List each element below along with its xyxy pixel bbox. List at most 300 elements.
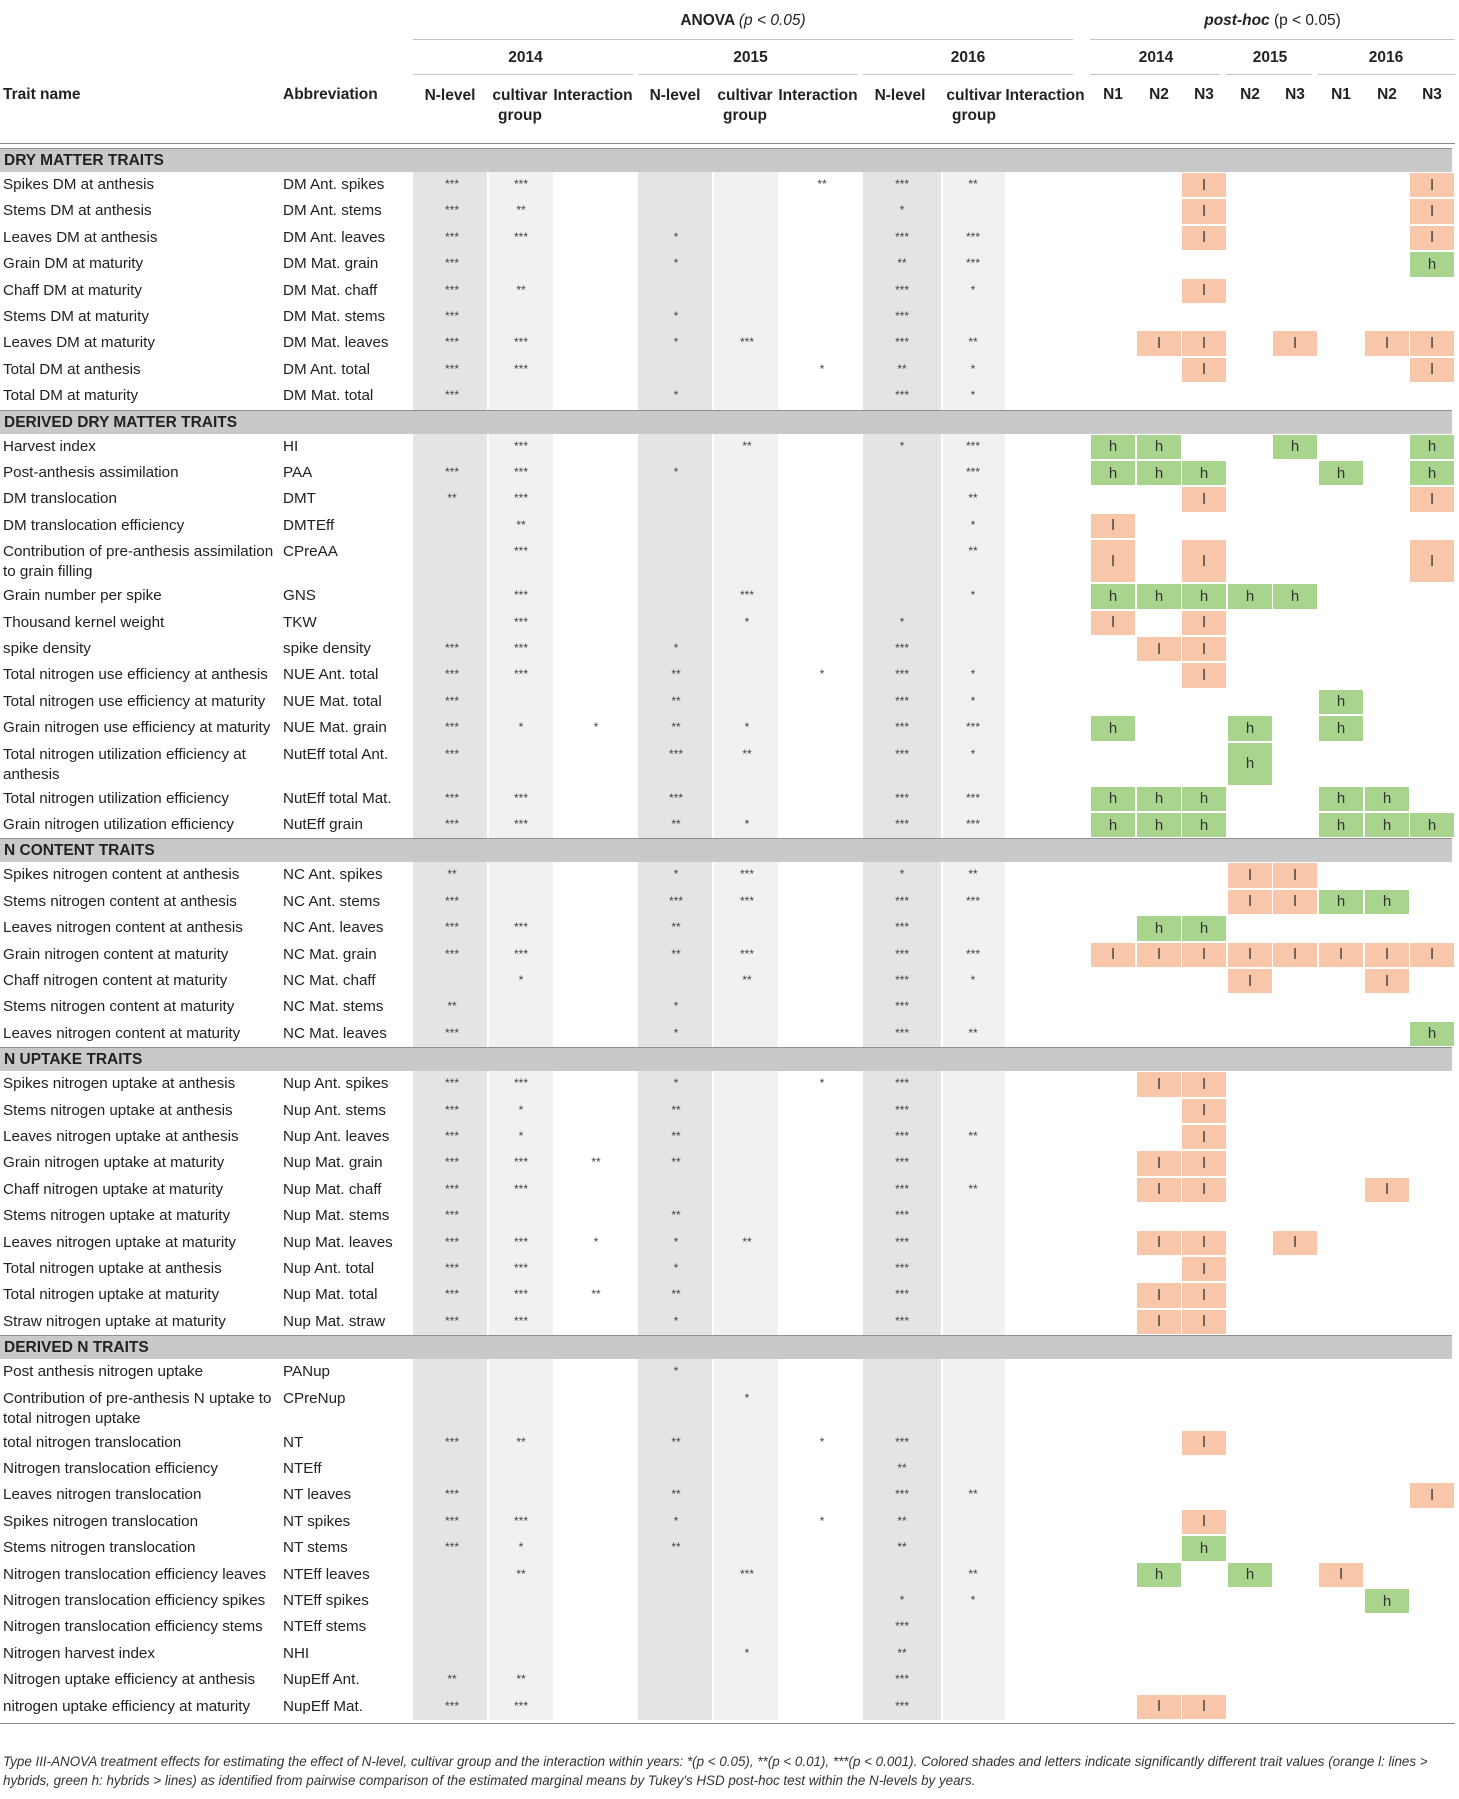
posthoc-2014-n2-hybrids-higher: h bbox=[1137, 461, 1181, 485]
significance-cultivar-2014: *** bbox=[513, 465, 528, 479]
posthoc-2016-n1-hybrids-higher: h bbox=[1319, 813, 1363, 837]
significance-n-level-2016: *** bbox=[894, 1434, 909, 1449]
significance-n-level-2016: *** bbox=[894, 1025, 909, 1040]
posthoc-header: post-hoc (p < 0.05) bbox=[1204, 12, 1341, 29]
trait-name: total nitrogen translocation bbox=[3, 1433, 182, 1451]
significance-cultivar-2016: * bbox=[970, 361, 976, 376]
significance-cultivar-2016: * bbox=[970, 388, 976, 403]
significance-cultivar-2016: ** bbox=[968, 1129, 978, 1143]
significance-n-level-2014: *** bbox=[444, 177, 459, 191]
trait-name: Total nitrogen utilization efficiency at anthesis bbox=[3, 745, 246, 783]
significance-n-level-2015: *** bbox=[668, 746, 683, 761]
trait-abbreviation: NutEff total Mat. bbox=[283, 789, 392, 807]
significance-n-level-2015: ** bbox=[671, 693, 681, 708]
posthoc-2016-n1-hybrids-higher: h bbox=[1319, 716, 1363, 740]
posthoc-2015-n3-lines-higher: l bbox=[1273, 863, 1317, 887]
significance-cultivar-2015: *** bbox=[739, 867, 754, 882]
significance-n-level-2014: *** bbox=[444, 920, 459, 935]
significance-n-level-2016: *** bbox=[894, 693, 909, 708]
trait-name: Nitrogen uptake efficiency at anthesis bbox=[3, 1671, 256, 1689]
significance-n-level-2014: *** bbox=[444, 335, 459, 350]
posthoc-2016-n3-lines-higher: l bbox=[1410, 226, 1454, 250]
significance-n-level-2015: * bbox=[673, 465, 679, 479]
significance-n-level-2014: *** bbox=[444, 229, 459, 244]
significance-n-level-2016: * bbox=[899, 203, 905, 218]
significance-cultivar-2014: *** bbox=[513, 361, 528, 376]
significance-n-level-2015: * bbox=[673, 1261, 679, 1275]
trait-abbreviation: PANup bbox=[283, 1363, 330, 1381]
trait-name: nitrogen uptake efficiency at maturity bbox=[3, 1697, 251, 1715]
significance-n-level-2014: ** bbox=[447, 999, 457, 1014]
posthoc-2014-n2-hybrids-higher: h bbox=[1137, 435, 1181, 459]
trait-name: Grain nitrogen use efficiency at maturity bbox=[3, 719, 271, 737]
trait-name: Stems nitrogen content at anthesis bbox=[3, 892, 237, 910]
posthoc-year-2015: 2015 bbox=[1252, 49, 1288, 66]
trait-abbreviation: NupEff Mat. bbox=[283, 1697, 363, 1715]
trait-abbreviation: Nup Mat. leaves bbox=[283, 1233, 393, 1251]
significance-n-level-2014: *** bbox=[444, 641, 459, 655]
trait-abbreviation: Nup Ant. leaves bbox=[283, 1128, 390, 1145]
significance-n-level-2015: ** bbox=[671, 946, 681, 961]
significance-n-level-2016: *** bbox=[894, 999, 909, 1014]
significance-cultivar-2016: ** bbox=[968, 1487, 978, 1502]
trait-abbreviation: NHI bbox=[283, 1644, 310, 1662]
trait-abbreviation: Nup Mat. stems bbox=[283, 1207, 390, 1225]
posthoc-2014-n2-lines-higher: l bbox=[1137, 637, 1181, 661]
trait-abbreviation: DMT bbox=[283, 490, 316, 508]
posthoc-2014-n2-lines-higher: l bbox=[1137, 1151, 1181, 1175]
posthoc-2014-n3-lines-higher: l bbox=[1182, 943, 1226, 967]
trait-abbreviation: NUE Mat. total bbox=[283, 692, 382, 710]
posthoc-2016-n1-lines-higher: l bbox=[1319, 1563, 1363, 1587]
trait-name: Nitrogen translocation efficiency spikes bbox=[3, 1592, 266, 1609]
significance-n-level-2015: *** bbox=[668, 790, 683, 805]
posthoc-2016-n2-hybrids-higher: h bbox=[1365, 813, 1409, 837]
significance-interaction-2015: * bbox=[819, 1434, 825, 1449]
significance-cultivar-2015: * bbox=[744, 614, 750, 629]
significance-n-level-2015: * bbox=[673, 1313, 679, 1328]
posthoc-2015-n2-hybrids-higher: h bbox=[1228, 743, 1272, 785]
significance-n-level-2016: *** bbox=[894, 746, 909, 761]
posthoc-2014-n3-lines-higher: l bbox=[1182, 611, 1226, 635]
trait-abbreviation: CPreNup bbox=[283, 1389, 346, 1407]
posthoc-2014-n3-lines-higher: l bbox=[1182, 1125, 1226, 1149]
trait-name: Total nitrogen use efficiency at anthesis bbox=[3, 666, 268, 684]
posthoc-year-2014: 2014 bbox=[1138, 49, 1174, 66]
significance-cultivar-2014: *** bbox=[513, 1234, 528, 1249]
posthoc-2014-n3-lines-higher: l bbox=[1182, 358, 1226, 382]
significance-cultivar-2014: *** bbox=[513, 1313, 528, 1328]
significance-interaction-2014: ** bbox=[591, 1155, 601, 1170]
posthoc-2014-n1-hybrids-higher: h bbox=[1091, 435, 1135, 459]
posthoc-2014-n3-lines-higher: l bbox=[1182, 1178, 1226, 1202]
subheader-posthoc-2014-n3: N3 bbox=[1194, 86, 1214, 103]
significance-cultivar-2016: *** bbox=[965, 229, 980, 244]
significance-cultivar-2016: ** bbox=[968, 335, 978, 350]
trait-name: Harvest index bbox=[3, 437, 96, 455]
significance-n-level-2015: * bbox=[673, 1364, 679, 1379]
significance-cultivar-2016: ** bbox=[968, 177, 978, 191]
significance-n-level-2014: *** bbox=[444, 1208, 459, 1223]
subheader-posthoc-2014-n1: N1 bbox=[1103, 86, 1123, 103]
trait-abbreviation: NTEff stems bbox=[283, 1618, 367, 1636]
subheader-posthoc-2014-n2: N2 bbox=[1149, 86, 1169, 103]
significance-cultivar-2015: *** bbox=[739, 335, 754, 350]
significance-n-level-2014: *** bbox=[444, 1698, 459, 1713]
significance-cultivar-2014: ** bbox=[516, 1434, 526, 1449]
significance-n-level-2016: * bbox=[899, 867, 905, 882]
posthoc-2014-n2-hybrids-higher: h bbox=[1137, 787, 1181, 811]
significance-cultivar-2016: *** bbox=[965, 817, 980, 831]
posthoc-2014-n3-lines-higher: l bbox=[1182, 173, 1226, 197]
trait-abbreviation: Nup Mat. total bbox=[283, 1286, 378, 1304]
trait-abbreviation: DM Ant. spikes bbox=[283, 176, 385, 193]
significance-n-level-2014: *** bbox=[444, 1540, 459, 1555]
abbreviation-header: Abbreviation bbox=[283, 86, 378, 103]
significance-cultivar-2015: *** bbox=[739, 588, 754, 603]
trait-abbreviation: GNS bbox=[283, 587, 316, 605]
significance-n-level-2015: ** bbox=[671, 817, 681, 831]
significance-n-level-2015: * bbox=[673, 335, 679, 350]
trait-abbreviation: DM Ant. leaves bbox=[283, 228, 386, 246]
significance-n-level-2015: * bbox=[673, 1025, 679, 1040]
significance-n-level-2015: * bbox=[673, 1513, 679, 1528]
significance-cultivar-2014: *** bbox=[513, 641, 528, 655]
posthoc-2014-n3-lines-higher: l bbox=[1182, 226, 1226, 250]
significance-n-level-2016: * bbox=[899, 1593, 905, 1607]
trait-abbreviation: HI bbox=[283, 437, 299, 455]
trait-name: spike density bbox=[3, 640, 91, 657]
posthoc-2014-n3-lines-higher: l bbox=[1182, 199, 1226, 223]
posthoc-2016-n3-lines-higher: l bbox=[1410, 331, 1454, 355]
significance-n-level-2016: ** bbox=[897, 1540, 907, 1555]
trait-name: Grain DM at maturity bbox=[3, 255, 144, 273]
significance-cultivar-2015: ** bbox=[742, 973, 752, 987]
trait-abbreviation: NTEff bbox=[283, 1460, 322, 1477]
significance-n-level-2015: ** bbox=[671, 667, 681, 682]
posthoc-2014-n1-hybrids-higher: h bbox=[1091, 461, 1135, 485]
posthoc-2014-n2-hybrids-higher: h bbox=[1137, 916, 1181, 940]
trait-abbreviation: NC Ant. spikes bbox=[283, 866, 383, 884]
trait-abbreviation: Nup Ant. spikes bbox=[283, 1075, 389, 1093]
significance-n-level-2016: ** bbox=[897, 1645, 907, 1660]
significance-n-level-2015: * bbox=[673, 309, 679, 323]
trait-name: Spikes DM at anthesis bbox=[3, 176, 155, 193]
posthoc-year-2016: 2016 bbox=[1368, 49, 1404, 66]
trait-abbreviation: NutEff grain bbox=[283, 816, 363, 833]
significance-n-level-2014: *** bbox=[444, 893, 459, 908]
posthoc-2016-n3-lines-higher: l bbox=[1410, 199, 1454, 223]
posthoc-2014-n1-lines-higher: l bbox=[1091, 611, 1135, 635]
table-footnote: Type III-ANOVA treatment effects for estimating the effect of N-level, cultivar group and the interaction within years: *(p < 0.05), **(p < 0.01), ***(p < 0.001). Colored shades and letters indicate significantly different trait values (orange l: lines > hybrids, green h: hybrids > lines) as identified from pairwise comparison of the estimated marginal means by Tukey's HSD post-hoc test within the N-levels by years. bbox=[3, 1754, 1428, 1788]
subheader-interaction-2016: Interaction bbox=[1005, 87, 1085, 104]
posthoc-2016-n2-hybrids-higher: h bbox=[1365, 1589, 1409, 1613]
posthoc-2016-n3-lines-higher: l bbox=[1410, 943, 1454, 967]
trait-abbreviation: NTEff leaves bbox=[283, 1565, 370, 1583]
subheader-posthoc-2015-n3: N3 bbox=[1285, 86, 1305, 103]
significance-n-level-2014: *** bbox=[444, 1261, 459, 1275]
column-shade bbox=[714, 434, 778, 839]
significance-n-level-2014: *** bbox=[444, 1234, 459, 1249]
posthoc-2014-n2-lines-higher: l bbox=[1137, 1231, 1181, 1255]
significance-n-level-2014: ** bbox=[447, 867, 457, 882]
posthoc-2014-n2-lines-higher: l bbox=[1137, 1283, 1181, 1307]
anova-year-2014: 2014 bbox=[508, 49, 543, 66]
significance-cultivar-2014: *** bbox=[513, 588, 528, 603]
trait-name: Leaves DM at maturity bbox=[3, 334, 155, 352]
posthoc-2014-n1-lines-higher: l bbox=[1091, 943, 1135, 967]
trait-name: Stems DM at anthesis bbox=[3, 202, 152, 220]
column-shade bbox=[714, 172, 778, 410]
posthoc-2014-n2-lines-higher: l bbox=[1137, 1695, 1181, 1719]
significance-n-level-2015: * bbox=[673, 867, 679, 882]
subheader-posthoc-2016-n2: N2 bbox=[1377, 86, 1397, 103]
significance-n-level-2015: * bbox=[673, 641, 679, 655]
posthoc-2014-n3-lines-higher: l bbox=[1182, 1310, 1226, 1334]
significance-n-level-2016: *** bbox=[894, 335, 909, 350]
significance-n-level-2016: *** bbox=[894, 1619, 909, 1634]
subheader-interaction-2014: Interaction bbox=[553, 87, 633, 104]
trait-name: Contribution of pre-anthesis N uptake to total nitrogen uptake bbox=[3, 1389, 272, 1427]
section-header: N UPTAKE TRAITS bbox=[0, 1047, 1452, 1071]
trait-abbreviation: PAA bbox=[283, 464, 313, 481]
posthoc-2016-n3-lines-higher: l bbox=[1410, 540, 1454, 582]
significance-cultivar-2014: *** bbox=[513, 817, 528, 831]
posthoc-2015-n3-hybrids-higher: h bbox=[1273, 584, 1317, 608]
trait-name: Total nitrogen utilization efficiency bbox=[3, 789, 229, 807]
posthoc-2014-n3-hybrids-higher: h bbox=[1182, 813, 1226, 837]
significance-cultivar-2016: * bbox=[970, 973, 976, 987]
significance-cultivar-2014: *** bbox=[513, 1261, 528, 1275]
trait-abbreviation: NC Mat. leaves bbox=[283, 1024, 387, 1042]
significance-n-level-2015: * bbox=[673, 229, 679, 244]
section-header: DRY MATTER TRAITS bbox=[0, 148, 1452, 172]
posthoc-2015-n3-lines-higher: l bbox=[1273, 331, 1317, 355]
significance-n-level-2015: ** bbox=[671, 1102, 681, 1117]
significance-cultivar-2016: ** bbox=[968, 1566, 978, 1581]
significance-n-level-2016: *** bbox=[894, 790, 909, 805]
trait-abbreviation: NC Mat. chaff bbox=[283, 972, 376, 989]
trait-name: Thousand kernel weight bbox=[3, 613, 165, 631]
significance-cultivar-2016: *** bbox=[965, 893, 980, 908]
trait-abbreviation: DM Mat. stems bbox=[283, 308, 386, 325]
subheader-cultivar-group-2015: cultivar group bbox=[717, 87, 773, 124]
significance-cultivar-2016: ** bbox=[968, 1025, 978, 1040]
significance-n-level-2014: *** bbox=[444, 1129, 459, 1143]
significance-cultivar-2015: ** bbox=[742, 438, 752, 453]
posthoc-2014-n3-lines-higher: l bbox=[1182, 1431, 1226, 1455]
trait-name: DM translocation efficiency bbox=[3, 516, 185, 534]
posthoc-2014-n1-lines-higher: l bbox=[1091, 514, 1135, 538]
posthoc-2014-n1-hybrids-higher: h bbox=[1091, 813, 1135, 837]
trait-abbreviation: NUE Ant. total bbox=[283, 666, 379, 684]
posthoc-2016-n2-lines-higher: l bbox=[1365, 969, 1409, 993]
significance-n-level-2014: *** bbox=[444, 667, 459, 682]
posthoc-2016-n1-hybrids-higher: h bbox=[1319, 461, 1363, 485]
significance-n-level-2016: *** bbox=[894, 1181, 909, 1196]
significance-n-level-2016: *** bbox=[894, 1129, 909, 1143]
significance-n-level-2014: *** bbox=[444, 1287, 459, 1302]
posthoc-2015-n3-lines-higher: l bbox=[1273, 1231, 1317, 1255]
significance-cultivar-2016: ** bbox=[968, 491, 978, 506]
significance-interaction-2015: * bbox=[819, 1513, 825, 1528]
trait-name: Post anthesis nitrogen uptake bbox=[3, 1363, 204, 1381]
posthoc-2014-n2-lines-higher: l bbox=[1137, 1310, 1181, 1334]
significance-cultivar-2016: *** bbox=[965, 946, 980, 961]
trait-name: Nitrogen translocation efficiency stems bbox=[3, 1618, 263, 1636]
trait-name: Leaves nitrogen content at anthesis bbox=[3, 919, 243, 937]
posthoc-2014-n1-lines-higher: l bbox=[1091, 540, 1135, 582]
posthoc-2016-n2-lines-higher: l bbox=[1365, 331, 1409, 355]
significance-cultivar-2015: *** bbox=[739, 893, 754, 908]
posthoc-2015-n2-hybrids-higher: h bbox=[1228, 1563, 1272, 1587]
trait-name: Stems nitrogen content at maturity bbox=[3, 998, 235, 1016]
trait-name: Contribution of pre-anthesis assimilation to grain filling bbox=[3, 543, 274, 581]
trait-abbreviation: Nup Mat. grain bbox=[283, 1154, 383, 1172]
significance-n-level-2015: ** bbox=[671, 1487, 681, 1502]
significance-cultivar-2014: *** bbox=[513, 920, 528, 935]
significance-n-level-2016: *** bbox=[894, 1698, 909, 1713]
significance-n-level-2016: *** bbox=[894, 1234, 909, 1249]
significance-cultivar-2015: * bbox=[744, 1390, 750, 1405]
trait-abbreviation: TKW bbox=[283, 613, 317, 631]
trait-abbreviation: NC Ant. leaves bbox=[283, 919, 384, 937]
significance-n-level-2014: *** bbox=[444, 282, 459, 297]
significance-cultivar-2014: * bbox=[518, 973, 524, 987]
trait-name: Nitrogen translocation efficiency bbox=[3, 1460, 218, 1477]
significance-cultivar-2014: *** bbox=[513, 335, 528, 350]
trait-name: Total DM at maturity bbox=[3, 387, 139, 405]
posthoc-2014-n2-lines-higher: l bbox=[1137, 331, 1181, 355]
significance-cultivar-2014: ** bbox=[516, 203, 526, 218]
trait-name: Grain number per spike bbox=[3, 587, 162, 605]
significance-n-level-2015: * bbox=[673, 1076, 679, 1091]
trait-name: Grain nitrogen utilization efficiency bbox=[3, 816, 235, 833]
significance-n-level-2014: ** bbox=[447, 1672, 457, 1687]
posthoc-2016-n1-hybrids-higher: h bbox=[1319, 787, 1363, 811]
significance-interaction-2015: * bbox=[819, 361, 825, 376]
posthoc-2014-n3-lines-higher: l bbox=[1182, 1151, 1226, 1175]
trait-abbreviation: NUE Mat. grain bbox=[283, 719, 387, 737]
significance-interaction-2015: * bbox=[819, 1076, 825, 1091]
significance-cultivar-2015: *** bbox=[739, 946, 754, 961]
trait-name: Total nitrogen uptake at anthesis bbox=[3, 1260, 222, 1277]
significance-cultivar-2014: ** bbox=[516, 282, 526, 297]
posthoc-2014-n3-lines-higher: l bbox=[1182, 1231, 1226, 1255]
significance-n-level-2014: *** bbox=[444, 203, 459, 218]
significance-cultivar-2016: * bbox=[970, 693, 976, 708]
posthoc-2014-n2-lines-higher: l bbox=[1137, 1072, 1181, 1096]
subheader-n-level-2016: N-level bbox=[874, 87, 926, 104]
significance-interaction-2014: * bbox=[593, 720, 599, 735]
trait-name: Total DM at anthesis bbox=[3, 360, 141, 378]
posthoc-2016-n2-hybrids-higher: h bbox=[1365, 890, 1409, 914]
posthoc-2016-n3-hybrids-higher: h bbox=[1410, 1022, 1454, 1046]
significance-n-level-2015: * bbox=[673, 388, 679, 403]
significance-n-level-2016: *** bbox=[894, 1076, 909, 1091]
significance-n-level-2016: *** bbox=[894, 973, 909, 987]
significance-n-level-2014: *** bbox=[444, 746, 459, 761]
significance-cultivar-2014: *** bbox=[513, 1155, 528, 1170]
subheader-posthoc-2015-n2: N2 bbox=[1240, 86, 1260, 103]
trait-name-header: Trait name bbox=[3, 86, 81, 103]
section-header: N CONTENT TRAITS bbox=[0, 838, 1452, 862]
trait-name: Straw nitrogen uptake at maturity bbox=[3, 1312, 226, 1330]
significance-n-level-2014: *** bbox=[444, 1513, 459, 1528]
subheader-posthoc-2016-n3: N3 bbox=[1422, 86, 1442, 103]
posthoc-2014-n3-lines-higher: l bbox=[1182, 1283, 1226, 1307]
subheader-n-level-2015: N-level bbox=[649, 87, 701, 104]
posthoc-2016-n2-lines-higher: l bbox=[1365, 1178, 1409, 1202]
significance-cultivar-2014: *** bbox=[513, 177, 528, 191]
significance-cultivar-2016: ** bbox=[968, 1181, 978, 1196]
posthoc-2014-n3-hybrids-higher: h bbox=[1182, 461, 1226, 485]
significance-n-level-2014: *** bbox=[444, 720, 459, 735]
subheader-n-level-2014: N-level bbox=[424, 87, 476, 104]
significance-cultivar-2015: * bbox=[744, 817, 750, 831]
significance-cultivar-2015: ** bbox=[742, 746, 752, 761]
significance-n-level-2016: *** bbox=[894, 229, 909, 244]
anova-header: ANOVA (p < 0.05) bbox=[680, 12, 806, 29]
trait-name: Chaff nitrogen uptake at maturity bbox=[3, 1180, 224, 1198]
significance-n-level-2016: *** bbox=[894, 309, 909, 323]
column-shade bbox=[638, 172, 712, 410]
posthoc-2015-n3-hybrids-higher: h bbox=[1273, 435, 1317, 459]
posthoc-2014-n3-lines-higher: l bbox=[1182, 1072, 1226, 1096]
trait-name: Grain nitrogen content at maturity bbox=[3, 945, 229, 963]
significance-n-level-2016: *** bbox=[894, 1155, 909, 1170]
significance-cultivar-2016: *** bbox=[965, 720, 980, 735]
posthoc-2014-n3-lines-higher: l bbox=[1182, 1695, 1226, 1719]
column-shade bbox=[638, 434, 712, 839]
posthoc-2014-n2-lines-higher: l bbox=[1137, 943, 1181, 967]
trait-abbreviation: NC Mat. grain bbox=[283, 945, 377, 963]
trait-name: Stems DM at maturity bbox=[3, 308, 149, 325]
significance-cultivar-2016: * bbox=[970, 1593, 976, 1607]
significance-cultivar-2014: *** bbox=[513, 1513, 528, 1528]
posthoc-2014-n3-lines-higher: l bbox=[1182, 637, 1226, 661]
significance-cultivar-2014: * bbox=[518, 720, 524, 735]
significance-n-level-2016: *** bbox=[894, 893, 909, 908]
significance-n-level-2015: ** bbox=[671, 1434, 681, 1449]
trait-name: Total nitrogen use efficiency at maturity bbox=[3, 692, 266, 710]
significance-n-level-2014: *** bbox=[444, 465, 459, 479]
posthoc-2014-n3-lines-higher: l bbox=[1182, 540, 1226, 582]
posthoc-2015-n2-lines-higher: l bbox=[1228, 969, 1272, 993]
significance-n-level-2014: *** bbox=[444, 790, 459, 805]
posthoc-2014-n2-hybrids-higher: h bbox=[1137, 813, 1181, 837]
significance-n-level-2016: *** bbox=[894, 946, 909, 961]
posthoc-2014-n3-lines-higher: l bbox=[1182, 1510, 1226, 1534]
significance-n-level-2016: *** bbox=[894, 177, 909, 191]
significance-cultivar-2014: *** bbox=[513, 1287, 528, 1302]
trait-abbreviation: Nup Mat. chaff bbox=[283, 1180, 382, 1198]
posthoc-2015-n2-lines-higher: l bbox=[1228, 890, 1272, 914]
significance-n-level-2016: *** bbox=[894, 1313, 909, 1328]
significance-cultivar-2016: *** bbox=[965, 465, 980, 479]
trait-abbreviation: Nup Mat. straw bbox=[283, 1312, 386, 1330]
significance-cultivar-2016: * bbox=[970, 588, 976, 603]
significance-cultivar-2014: * bbox=[518, 1129, 524, 1143]
trait-name: Chaff DM at maturity bbox=[3, 281, 142, 299]
trait-abbreviation: NT bbox=[283, 1433, 304, 1451]
significance-n-level-2014: *** bbox=[444, 1076, 459, 1091]
anova-year-2015: 2015 bbox=[733, 49, 768, 66]
significance-n-level-2016: ** bbox=[897, 256, 907, 271]
trait-abbreviation: CPreAA bbox=[283, 543, 338, 561]
significance-n-level-2014: *** bbox=[444, 361, 459, 376]
section-header: DERIVED N TRAITS bbox=[0, 1335, 1452, 1359]
